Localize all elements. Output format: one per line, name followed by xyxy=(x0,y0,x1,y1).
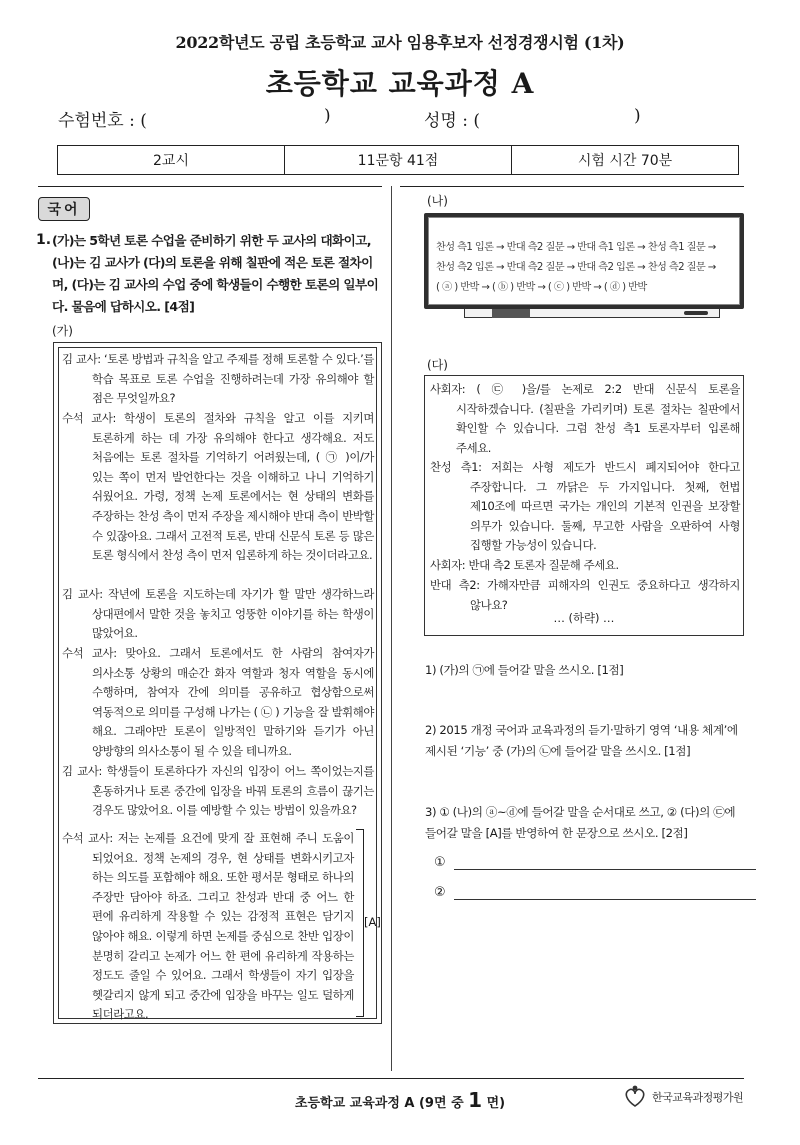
name-input[interactable] xyxy=(482,104,622,128)
column-divider xyxy=(391,186,392,1071)
question-number: 1. xyxy=(36,232,52,248)
answer-1-line[interactable] xyxy=(454,852,756,870)
debate-entry: 사회자: 반대 측2 토론자 질문해 주세요. xyxy=(430,558,619,572)
right-column-rule xyxy=(400,186,744,187)
footer-rule xyxy=(38,1078,744,1079)
eraser-icon xyxy=(492,309,530,318)
subject-title: 초등학교 교육과정 A xyxy=(265,67,535,100)
dialogue-entry: 수석 교사: 저는 논제를 요건에 맞게 잘 표현해 주니 도움이 되었어요. 정책 논제의 경우, 현 상태를 변화시키고자 하는 의도를 포함해야 해요. 또한 평서문 형태로 하나의 주장만 담아야 하죠. 그리고 찬성과 반대 중 어느 한 편에 유리하게 작용할 수 있는 감정적 표현은 담기지 않아야 해요. 이렇게 하면 논제를 중심으로 찬반 입장이 분명히 갈리고 논제가 어느 한 편에 유리하게 작용하는 정도도 줄일 수 있어요. 그래서 학생들이 자기 입장을 헷갈리지 않게 되고 중간에 입장을 바꾸는 일도 덜하게 되더라고요. xyxy=(62,831,354,1022)
bracket-a-label: [A] xyxy=(364,915,381,929)
footer-page-number: 1 xyxy=(468,1088,483,1112)
board-line: 찬성 측2 입론 → 반대 측2 질문 → 반대 측2 입론 → 찬성 측2 질문 → xyxy=(436,262,716,273)
subquestion-1: 1) (가)의 ㉠에 들어갈 말을 쓰시오. [1점] xyxy=(425,663,624,677)
footer-post: 면) xyxy=(482,1096,506,1111)
exam-number-label: 수험번호 : ( xyxy=(58,111,147,131)
period-cell: 2교시 xyxy=(153,153,189,169)
exam-number-close-paren: ) xyxy=(324,106,331,126)
kice-logo xyxy=(622,1082,762,1112)
debate-ellipsis: … (하략) … xyxy=(553,611,615,625)
question-prompt: (가)는 5학년 토론 수업을 준비하기 위한 두 교사의 대화이고, (나)는 김 교사가 (다)의 토론을 위해 칠판에 적은 토론 절차이며, (다)는 김 교사의 수업 중에 학생들이 수행한 토론의 일부이다. 물음에 답하시오. [4점] xyxy=(52,233,379,314)
section-da-label: (다) xyxy=(427,358,448,372)
chalk-icon xyxy=(684,311,708,315)
answer-1-number: ① xyxy=(434,855,446,870)
exam-number-input[interactable] xyxy=(162,104,312,128)
bracket-a xyxy=(356,829,364,1017)
dialogue-entry: 수석 교사: 맞아요. 그래서 토론에서도 한 사람의 참여자가 의사소통 상황의 매순간 화자 역할과 청자 역할을 동시에 수행하며, 참여자 간에 의미를 공유하고 협상함으로써 역동적으로 의미를 구성해 나가는 ( ㉡ ) 기능을 잘 발휘해야 해요. 그래야만 토론이 일방적인 말하기와 듣기가 아닌 양방향의 의사소통이 될 수 있을 테니까요. xyxy=(62,646,374,758)
exam-header: 2022학년도 공립 초등학교 교사 임용후보자 선정경쟁시험 (1차) xyxy=(175,33,625,52)
section-ga-label: (가) xyxy=(52,324,73,338)
answer-2-number: ② xyxy=(434,885,446,900)
answer-line-2[interactable] xyxy=(434,878,756,900)
dialogue-entry: 김 교사: ‘토론 방법과 규칙을 알고 주제를 정해 토론할 수 있다.’를 학습 목표로 토론 수업을 진행하려는데 가장 유의해야 할 점은 무엇일까요? xyxy=(62,352,374,406)
answer-line-1[interactable] xyxy=(434,848,756,870)
dialogue-entry: 김 교사: 작년에 토론을 지도하는데 자기가 할 말만 생각하느라 상대편에서 말한 것을 놓치고 엉뚱한 이야기를 하는 학생이 많았어요. xyxy=(62,587,374,641)
dialogue-entry: 수석 교사: 학생이 토론의 절차와 규칙을 알고 이를 지키며 토론하게 하는 데 가장 유의해야 한다고 생각해요. 저도 처음에는 토론 절차를 기억하기 어려웠는데, ( ㉠ )이/가 있는 쪽이 먼저 발언한다는 것을 이해하고 나니 기억하기 쉬웠어요. 가령, 정책 논제 토론에서는 현 상태의 변화를 주장하는 찬성 측이 먼저 주장을 제시해야 반대 측이 반박할 수 있잖아요. 그래서 고전적 토론, 반대 신문식 토론 등 많은 토론 형식에서 찬성 측이 먼저 입론하게 하는 것이더라고요. xyxy=(62,411,374,563)
board-line: ( ⓐ ) 반박 → ( ⓑ ) 반박 → ( ⓒ ) 반박 → ( ⓓ ) 반박 xyxy=(436,282,647,293)
debate-entry: 반대 측2: 가해자만큼 피해자의 인권도 중요하다고 생각하지 않나요? xyxy=(430,578,740,612)
subject-badge: 국어 xyxy=(38,197,90,221)
exam-info-table xyxy=(57,145,739,175)
kice-logo-name: 한국교육과정평가원 xyxy=(652,1091,744,1104)
time-cell: 시험 시간 70분 xyxy=(511,146,738,174)
debate-entry: 사회자: ( ㉢ )을/를 논제로 2:2 반대 신문식 토론을 시작하겠습니다. (칠판을 가리키며) 토론 절차는 칠판에서 확인할 수 있습니다. 그럼 찬성 측1 토론자부터 입론해 주세요. xyxy=(430,382,740,455)
section-na-label: (나) xyxy=(427,194,448,208)
subquestion-2: 2) 2015 개정 국어과 교육과정의 듣기·말하기 영역 ‘내용 체계’에 제시된 ‘기능’ 중 (가)의 ㉡에 들어갈 말을 쓰시오. [1점] xyxy=(425,723,738,758)
name-close-paren: ) xyxy=(634,106,641,126)
name-label: 성명 : ( xyxy=(424,111,481,131)
subquestion-3: 3) ① (나)의 ⓐ~ⓓ에 들어갈 말을 순서대로 쓰고, ② (다)의 ㉢에 들어갈 말을 [A]를 반영하여 한 문장으로 쓰시오. [2점] xyxy=(425,805,736,840)
debate-entry: 찬성 측1: 저희는 사형 제도가 반드시 폐지되어야 한다고 주장합니다. 그 까닭은 두 가지입니다. 첫째, 헌법 제10조에 따르면 국가는 개인의 기본적 인권을 보장할 의무가 있습니다. 둘째, 무고한 사람을 오판하여 사형 집행할 가능성이 있습니다. xyxy=(430,460,740,553)
questions-cell: 11문항 41점 xyxy=(284,146,511,174)
answer-2-line[interactable] xyxy=(454,882,756,900)
dialogue-entry: 김 교사: 학생들이 토론하다가 자신의 입장이 어느 쪽이었는지를 혼동하거나 토론 중간에 입장을 바꿔 토론의 흐름이 끊기는 경우도 많았어요. 이를 예방할 수 있는 방법이 있을까요? xyxy=(62,764,374,818)
board-line: 찬성 측1 입론 → 반대 측2 질문 → 반대 측1 입론 → 찬성 측1 질문 → xyxy=(436,242,716,253)
footer-pre: 초등학교 교육과정 A (9면 중 xyxy=(294,1096,469,1111)
kice-logo-icon xyxy=(622,1084,648,1110)
left-column-rule xyxy=(38,186,382,187)
